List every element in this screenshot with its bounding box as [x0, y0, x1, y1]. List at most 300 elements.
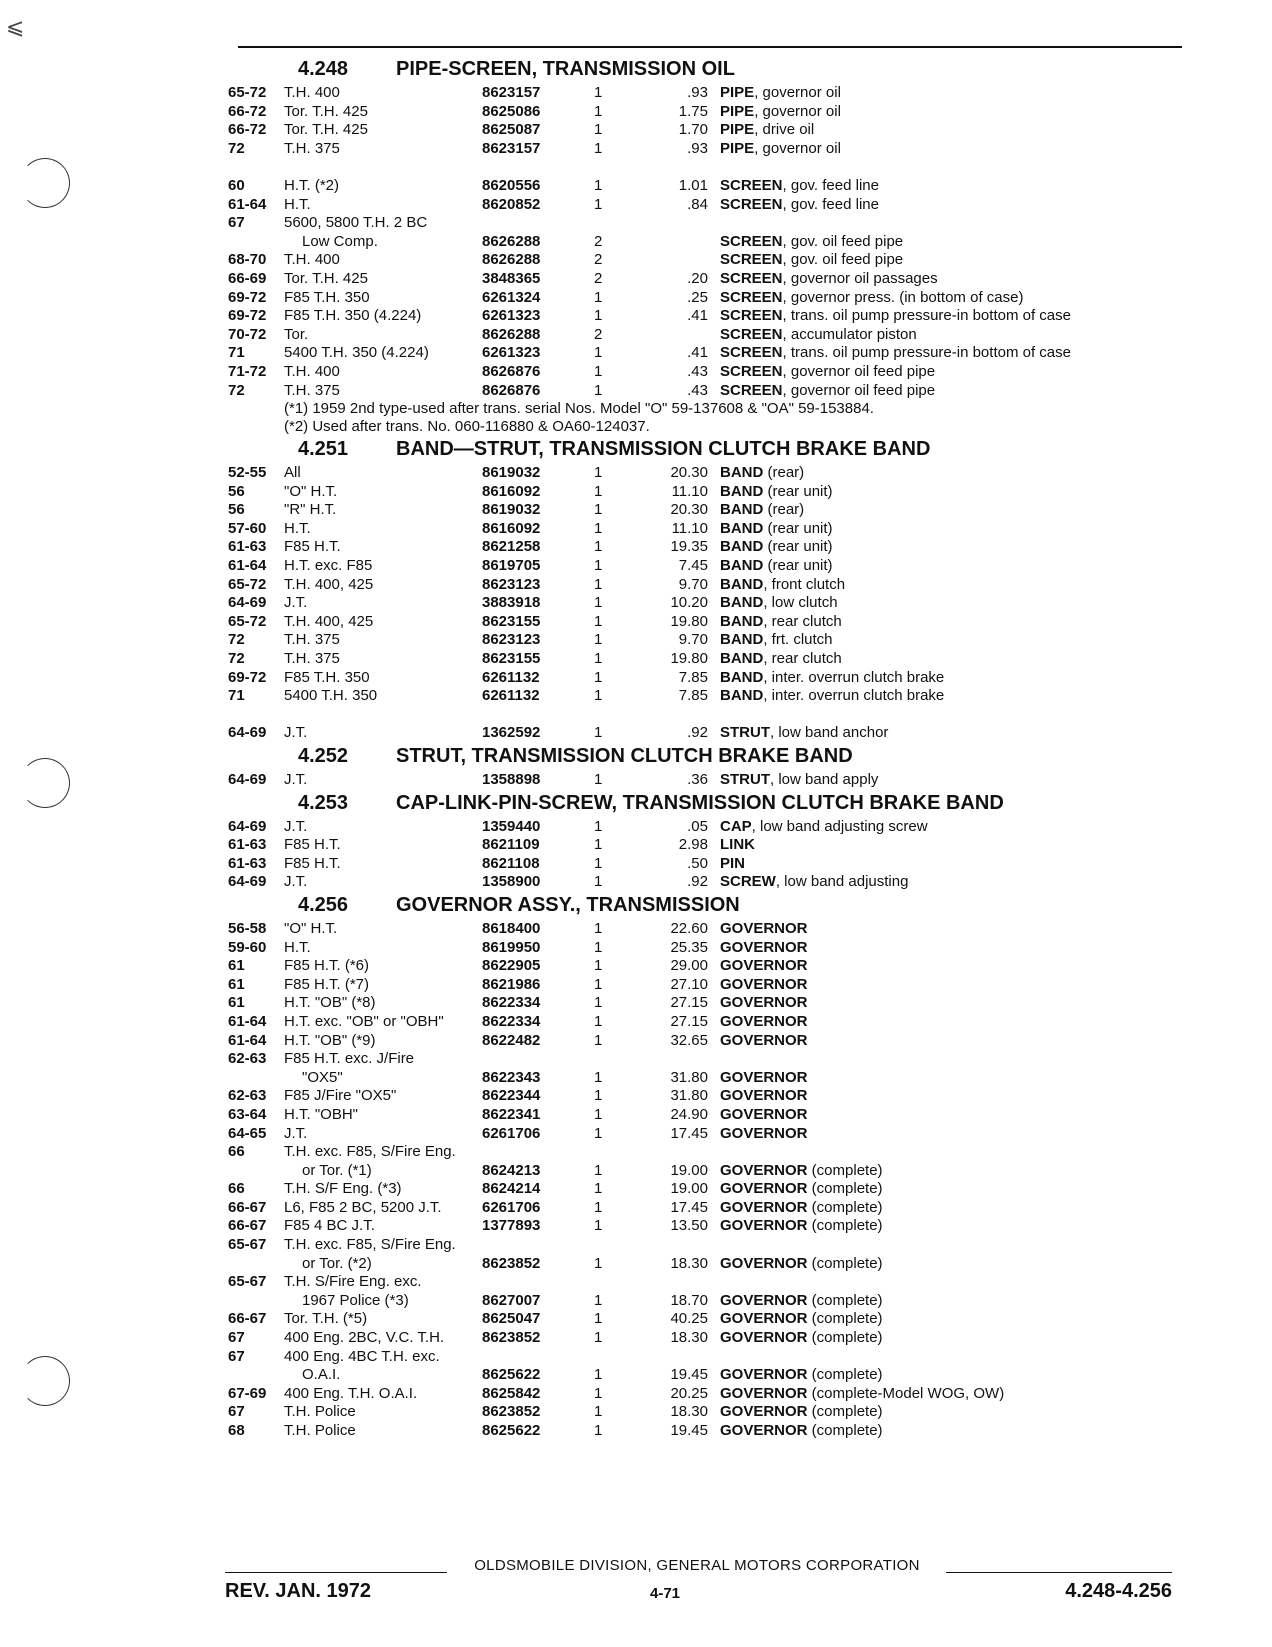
list-price: .50 — [687, 854, 708, 872]
part-number: 8621109 — [482, 836, 540, 854]
section-heading — [228, 56, 1180, 84]
part-row — [228, 594, 1180, 613]
part-name — [720, 103, 1180, 122]
part-number: 8623157 — [482, 139, 541, 157]
model-years: 65-67 — [228, 1236, 267, 1254]
part-number: 8623852 — [482, 1329, 541, 1347]
part-name-bold: SCREEN — [720, 251, 783, 269]
part-name-detail: (complete) — [807, 1422, 883, 1439]
part-name-bold: GOVERNOR — [720, 994, 808, 1012]
part-name — [720, 326, 1180, 345]
footnote: (*1) 1959 2nd type-used after trans. serial Nos. Model "O" 59-137608 & "OA" 59-153884. — [284, 400, 874, 418]
part-name-detail: , inter. overrun clutch brake — [763, 668, 945, 686]
section-number: 4.248 — [298, 58, 349, 80]
quantity: 2 — [594, 269, 603, 287]
part-name — [720, 1162, 1180, 1181]
model-years: 66 — [228, 1180, 245, 1198]
part-row — [228, 724, 1180, 743]
part-number: 8626288 — [482, 232, 541, 250]
part-row — [228, 1255, 1180, 1274]
part-row — [228, 836, 1180, 855]
part-name-bold: SCREEN — [720, 288, 783, 306]
application: "OX5" — [302, 1068, 343, 1086]
list-price: 31.80 — [670, 1068, 708, 1086]
application: T.H. 400, 425 — [284, 575, 374, 593]
part-number: 8626876 — [482, 381, 541, 399]
part-name — [720, 1125, 1180, 1144]
part-row — [228, 501, 1180, 520]
part-name-bold: BAND — [720, 612, 764, 630]
application: L6, F85 2 BC, 5200 J.T. — [284, 1198, 442, 1216]
model-years: 66-67 — [228, 1310, 267, 1328]
application: "R" H.T. — [284, 501, 337, 519]
part-row — [228, 1125, 1180, 1144]
part-row — [228, 1366, 1180, 1385]
part-name-bold: GOVERNOR — [720, 938, 808, 956]
part-name-bold: PIPE — [720, 102, 755, 120]
quantity: 1 — [594, 139, 603, 157]
part-name-bold: GOVERNOR — [720, 1422, 808, 1439]
part-row — [228, 1236, 1180, 1255]
part-row — [228, 483, 1180, 502]
model-years: 61-64 — [228, 1031, 267, 1049]
model-years: 72 — [228, 139, 245, 157]
quantity: 2 — [594, 251, 603, 269]
quantity: 1 — [594, 836, 603, 854]
quantity: 1 — [594, 121, 603, 139]
part-name-detail: , frt. clutch — [763, 631, 833, 649]
quantity: 1 — [594, 288, 603, 306]
quantity: 1 — [594, 362, 603, 380]
part-number: 1377893 — [482, 1217, 541, 1235]
quantity: 1 — [594, 668, 603, 686]
part-name-bold: BAND — [720, 650, 764, 668]
list-price: 31.80 — [670, 1087, 708, 1105]
part-name-detail: , low clutch — [763, 594, 838, 612]
part-row — [228, 1273, 1180, 1292]
part-number: 8616092 — [482, 482, 541, 500]
part-name-bold: BAND — [720, 668, 764, 686]
list-price: 11.10 — [671, 519, 708, 537]
top-rule — [238, 46, 1182, 48]
list-price: 19.00 — [670, 1161, 708, 1179]
quantity: 1 — [594, 1012, 603, 1030]
list-price: .92 — [687, 724, 708, 742]
part-row — [228, 1310, 1180, 1329]
binder-hole-top — [20, 158, 70, 208]
part-number: 8621108 — [482, 854, 540, 872]
model-years: 66-72 — [228, 121, 267, 139]
part-name — [720, 576, 1180, 595]
model-years: 62-63 — [228, 1087, 267, 1105]
part-name — [720, 1329, 1180, 1348]
part-name — [720, 1310, 1180, 1329]
model-years: 61-63 — [228, 836, 267, 854]
model-years: 65-72 — [228, 84, 267, 101]
part-name — [720, 1032, 1180, 1051]
application: 400 Eng. 2BC, V.C. T.H. — [284, 1329, 445, 1347]
part-name — [720, 121, 1180, 140]
part-name — [720, 994, 1180, 1013]
application: 1967 Police (*3) — [302, 1291, 409, 1309]
model-years: 66 — [228, 1143, 245, 1161]
part-number: 8624214 — [482, 1180, 541, 1198]
list-price: 29.00 — [670, 957, 708, 975]
list-price: .41 — [687, 344, 708, 362]
model-years: 63-64 — [228, 1105, 267, 1123]
application: F85 J/Fire "OX5" — [284, 1087, 397, 1105]
part-number: 8622482 — [482, 1031, 541, 1049]
part-number: 8619950 — [482, 938, 541, 956]
quantity: 1 — [594, 1198, 603, 1216]
part-name-bold: BAND — [720, 575, 764, 593]
part-name-detail: , low band apply — [770, 771, 879, 788]
quantity: 1 — [594, 687, 603, 705]
part-name-detail: , trans. oil pump pressure-in bottom of case — [782, 307, 1071, 325]
part-name — [720, 613, 1180, 632]
quantity: 1 — [594, 854, 603, 872]
part-name-bold: BAND — [720, 464, 764, 482]
part-name-bold: GOVERNOR — [720, 1366, 808, 1384]
list-price: 1.75 — [678, 102, 708, 120]
part-row — [228, 613, 1180, 632]
quantity: 1 — [594, 1031, 603, 1049]
application: Tor. — [284, 325, 309, 343]
part-row — [228, 557, 1180, 576]
application: T.H. S/Fire Eng. exc. — [284, 1273, 422, 1291]
application: J.T. — [284, 817, 308, 835]
model-years: 61 — [228, 994, 245, 1012]
part-name-bold: GOVERNOR — [720, 1384, 808, 1402]
model-years: 56 — [228, 482, 245, 500]
application: J.T. — [284, 873, 308, 891]
application: H.T. — [284, 519, 311, 537]
part-name-detail: , governor oil — [754, 139, 841, 157]
part-row — [228, 84, 1180, 103]
quantity: 1 — [594, 1366, 603, 1384]
part-name — [720, 1069, 1180, 1088]
part-name-bold: BAND — [720, 687, 764, 705]
quantity: 1 — [594, 195, 603, 213]
section-number: 4.251 — [298, 438, 349, 461]
part-number: 8619032 — [482, 501, 541, 519]
part-name — [720, 957, 1180, 976]
part-row — [228, 957, 1180, 976]
application: T.H. S/F Eng. (*3) — [284, 1180, 402, 1198]
model-years: 65-67 — [228, 1273, 267, 1291]
part-name-detail: , front clutch — [763, 575, 846, 593]
part-name — [720, 771, 1180, 790]
part-number: 8622334 — [482, 1012, 541, 1030]
model-years: 64-69 — [228, 724, 267, 742]
application: J.T. — [284, 724, 308, 742]
section-title: STRUT, TRANSMISSION CLUTCH BRAKE BAND — [396, 745, 853, 767]
model-years: 56 — [228, 501, 245, 519]
quantity: 1 — [594, 575, 603, 593]
section-title: CAP-LINK-PIN-SCREW, TRANSMISSION CLUTCH BRAKE BAND — [396, 791, 1004, 814]
part-name-bold: SCREEN — [720, 381, 783, 399]
part-name-detail: (complete) — [807, 1254, 883, 1272]
part-row — [228, 382, 1180, 401]
part-name-bold: GOVERNOR — [720, 1012, 808, 1030]
list-price: 18.30 — [670, 1254, 708, 1272]
list-price: .43 — [687, 381, 708, 399]
list-price: .93 — [687, 84, 708, 101]
part-number: 8622343 — [482, 1068, 541, 1086]
model-years: 66-69 — [228, 269, 267, 287]
part-name-detail: , trans. oil pump pressure-in bottom of case — [782, 344, 1071, 362]
part-name — [720, 687, 1180, 706]
quantity: 1 — [594, 938, 603, 956]
part-name — [720, 501, 1180, 520]
application: T.H. exc. F85, S/Fire Eng. — [284, 1143, 456, 1161]
part-name-bold: SCREEN — [720, 362, 783, 380]
application: T.H. 400, 425 — [284, 612, 374, 630]
quantity: 1 — [594, 650, 603, 668]
list-price: .25 — [687, 288, 708, 306]
section-heading — [228, 436, 1180, 464]
part-name-bold: GOVERNOR — [720, 1198, 808, 1216]
part-row — [228, 976, 1180, 995]
quantity: 1 — [594, 1422, 603, 1439]
part-name — [720, 1255, 1180, 1274]
part-number: 8622341 — [482, 1105, 541, 1123]
part-name-bold: SCREEN — [720, 344, 783, 362]
application: H.T. — [284, 195, 311, 213]
list-price: .93 — [687, 139, 708, 157]
part-name — [720, 1013, 1180, 1032]
application: or Tor. (*1) — [302, 1161, 372, 1179]
quantity: 1 — [594, 307, 603, 325]
model-years: 65-72 — [228, 612, 267, 630]
application: H.T. "OB" (*8) — [284, 994, 376, 1012]
list-price: 27.10 — [670, 975, 708, 993]
quantity: 1 — [594, 84, 603, 101]
list-price: 7.85 — [678, 687, 708, 705]
part-number: 3883918 — [482, 594, 541, 612]
application: F85 H.T. (*7) — [284, 975, 370, 993]
part-row — [228, 251, 1180, 270]
part-name-bold: GOVERNOR — [720, 1254, 808, 1272]
part-number: 6261132 — [482, 668, 540, 686]
section-number: 4.252 — [298, 745, 349, 767]
footnote: (*2) Used after trans. No. 060-116880 & OA60-124037. — [284, 418, 650, 436]
part-row — [228, 855, 1180, 874]
part-row — [228, 1422, 1180, 1441]
part-name — [720, 382, 1180, 401]
application: F85 4 BC J.T. — [284, 1217, 375, 1235]
quantity: 1 — [594, 771, 603, 788]
part-row — [228, 1329, 1180, 1348]
list-price: 9.70 — [678, 631, 708, 649]
part-name — [720, 836, 1180, 855]
part-number: 8626876 — [482, 362, 541, 380]
model-years: 61-64 — [228, 557, 267, 575]
part-name-bold: GOVERNOR — [720, 1105, 808, 1123]
part-name-detail: , governor oil feed pipe — [782, 381, 936, 399]
quantity: 1 — [594, 873, 603, 891]
part-name-detail: (complete) — [807, 1180, 883, 1198]
part-row — [228, 1050, 1180, 1069]
part-name — [720, 594, 1180, 613]
section-heading — [228, 790, 1180, 818]
model-years: 64-65 — [228, 1124, 267, 1142]
part-row — [228, 1087, 1180, 1106]
list-price: 18.70 — [670, 1291, 708, 1309]
part-row — [228, 196, 1180, 215]
part-name-bold: GOVERNOR — [720, 919, 808, 937]
list-price: 7.45 — [678, 557, 708, 575]
part-name-detail: (rear unit) — [763, 538, 833, 556]
part-row — [228, 326, 1180, 345]
part-row — [228, 771, 1180, 790]
application: Tor. T.H. 425 — [284, 269, 368, 287]
list-price: 13.50 — [670, 1217, 708, 1235]
part-name-bold: GOVERNOR — [720, 1161, 808, 1179]
part-name — [720, 464, 1180, 483]
model-years: 67 — [228, 214, 245, 232]
binder-hole-bottom — [20, 1356, 70, 1406]
model-years: 61 — [228, 957, 245, 975]
list-price: 20.30 — [670, 464, 708, 482]
section-heading — [228, 892, 1180, 920]
model-years: 65-72 — [228, 575, 267, 593]
part-name-bold: GOVERNOR — [720, 1087, 808, 1105]
application: T.H. 375 — [284, 631, 340, 649]
model-years: 61-64 — [228, 195, 267, 213]
part-name-detail: (rear unit) — [763, 519, 833, 537]
model-years: 56-58 — [228, 919, 267, 937]
part-name-detail: (rear) — [763, 464, 805, 482]
row-spacer — [228, 706, 1180, 725]
part-name — [720, 1366, 1180, 1385]
list-price: 19.00 — [670, 1180, 708, 1198]
list-price: .43 — [687, 362, 708, 380]
part-name-bold: SCREEN — [720, 269, 783, 287]
part-name-detail: , rear clutch — [763, 650, 842, 668]
list-price: 10.20 — [670, 594, 708, 612]
part-number: 1359440 — [482, 817, 541, 835]
part-name — [720, 873, 1180, 892]
page-number: 4-71 — [650, 1585, 681, 1602]
part-row — [228, 307, 1180, 326]
part-name — [720, 520, 1180, 539]
part-name — [720, 140, 1180, 159]
application: T.H. 400 — [284, 84, 340, 101]
part-name — [720, 557, 1180, 576]
part-row — [228, 994, 1180, 1013]
part-name-bold: GOVERNOR — [720, 1217, 808, 1235]
part-name-detail: , low band adjusting — [775, 873, 909, 891]
footer-rule-right — [946, 1572, 1172, 1573]
part-number: 8625622 — [482, 1422, 541, 1439]
part-name-detail: (complete-Model WOG, OW) — [807, 1384, 1005, 1402]
part-name-detail: (rear) — [763, 501, 805, 519]
part-name — [720, 177, 1180, 196]
part-name-bold: BAND — [720, 557, 764, 575]
part-name-detail: , gov. feed line — [782, 195, 879, 213]
application: T.H. 375 — [284, 381, 340, 399]
part-row — [228, 538, 1180, 557]
part-name-detail: (complete) — [807, 1291, 883, 1309]
quantity: 1 — [594, 1180, 603, 1198]
list-price: 18.30 — [670, 1329, 708, 1347]
quantity: 1 — [594, 482, 603, 500]
part-row — [228, 1199, 1180, 1218]
part-name-bold: GOVERNOR — [720, 1329, 808, 1347]
part-name-detail: , governor oil passages — [782, 269, 938, 287]
part-name-detail: (complete) — [807, 1161, 883, 1179]
part-row — [228, 289, 1180, 308]
part-row — [228, 1143, 1180, 1162]
part-row — [228, 1032, 1180, 1051]
quantity: 1 — [594, 994, 603, 1012]
list-price: 20.30 — [670, 501, 708, 519]
part-name-bold: GOVERNOR — [720, 975, 808, 993]
list-price: 20.25 — [670, 1384, 708, 1402]
application: F85 H.T. exc. J/Fire — [284, 1050, 415, 1068]
parts-list — [228, 56, 1180, 1441]
part-name — [720, 307, 1180, 326]
list-price: 19.45 — [670, 1422, 708, 1439]
part-row — [228, 669, 1180, 688]
model-years: 57-60 — [228, 519, 267, 537]
list-price: 27.15 — [670, 1012, 708, 1030]
part-number: 8623123 — [482, 575, 541, 593]
model-years: 68 — [228, 1422, 245, 1439]
part-number: 6261706 — [482, 1124, 541, 1142]
part-name-detail: , gov. feed line — [782, 176, 879, 194]
model-years: 68-70 — [228, 251, 267, 269]
application: J.T. — [284, 594, 308, 612]
part-name-detail: , drive oil — [754, 121, 815, 139]
part-number: 8624213 — [482, 1161, 541, 1179]
model-years: 61-63 — [228, 854, 267, 872]
part-name-detail: , low band anchor — [770, 724, 889, 742]
quantity: 1 — [594, 957, 603, 975]
model-years: 64-69 — [228, 771, 267, 788]
part-name-detail: (rear unit) — [763, 482, 833, 500]
quantity: 1 — [594, 817, 603, 835]
application: "O" H.T. — [284, 919, 338, 937]
part-row — [228, 177, 1180, 196]
part-row — [228, 1180, 1180, 1199]
part-name — [720, 920, 1180, 939]
application: F85 T.H. 350 — [284, 288, 370, 306]
part-row — [228, 1069, 1180, 1088]
application: H.T. "OB" (*9) — [284, 1031, 376, 1049]
quantity: 1 — [594, 501, 603, 519]
quantity: 1 — [594, 538, 603, 556]
part-row — [228, 818, 1180, 837]
quantity: 1 — [594, 1291, 603, 1309]
part-number: 8620852 — [482, 195, 541, 213]
list-price: .05 — [687, 817, 708, 835]
part-name — [720, 363, 1180, 382]
corner-mark: ⩽ — [6, 14, 25, 39]
part-name-bold: GOVERNOR — [720, 1124, 808, 1142]
part-name-bold: SCREEN — [720, 176, 783, 194]
part-name-bold: GOVERNOR — [720, 957, 808, 975]
part-name — [720, 84, 1180, 103]
part-row — [228, 1348, 1180, 1367]
quantity: 1 — [594, 1384, 603, 1402]
part-name-detail: , governor press. (in bottom of case) — [782, 288, 1024, 306]
application: F85 H.T. — [284, 538, 341, 556]
part-number: 8619032 — [482, 464, 541, 482]
part-name-bold: GOVERNOR — [720, 1180, 808, 1198]
part-row — [228, 1162, 1180, 1181]
